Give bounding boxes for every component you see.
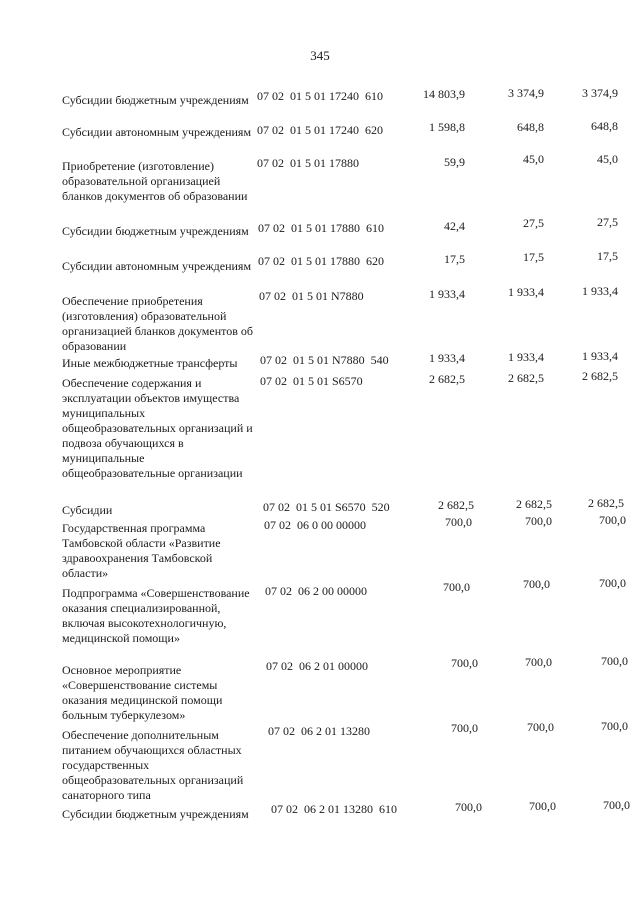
row-name: Иные межбюджетные трансферты [62,356,238,370]
row-value-1: 2 682,5 [429,372,465,386]
row-value-1: 700,0 [451,721,478,735]
row-value-3: 648,8 [591,119,618,133]
row-value-2: 700,0 [525,514,552,528]
page-number: 345 [310,48,330,63]
row-value-2: 700,0 [529,799,556,813]
row-code: 07 02 06 2 01 00000 [266,659,368,673]
row-value-2: 1 933,4 [508,350,544,364]
row-code: 07 02 01 5 01 17880 [257,156,359,170]
row-value-1: 700,0 [451,656,478,670]
row-value-2: 45,0 [523,152,544,166]
row-value-1: 42,4 [444,219,465,233]
row-name: Субсидии автономным учреждениям [62,125,252,139]
row-value-1: 17,5 [444,252,465,266]
row-name: Обеспечение дополнительным питанием обучающихся областных государственных общеобразовательных организаций санаторного типа [62,728,244,802]
row-value-2: 17,5 [523,250,544,264]
row-name: Обеспечение приобретения (изготовления) образовательной организацией бланков документов об образовании [62,294,253,353]
row-code: 07 02 01 5 01 17240 620 [257,123,383,137]
row-name: Субсидии бюджетным учреждениям [62,93,249,107]
row-value-1: 1 933,4 [429,351,465,365]
row-value-2: 3 374,9 [508,86,544,100]
row-value-3: 3 374,9 [582,86,618,100]
row-name: Субсидии автономным учреждениям [62,259,252,273]
row-code: 07 02 06 2 01 13280 [268,724,370,738]
row-code: 07 02 06 0 00 00000 [264,518,366,532]
row-value-1: 700,0 [445,515,472,529]
row-code: 07 02 01 5 01 17880 610 [258,221,384,235]
row-value-3: 700,0 [603,798,630,812]
row-value-2: 648,8 [517,120,544,134]
row-code: 07 02 01 5 01 N7880 [259,289,364,303]
row-value-2: 700,0 [525,655,552,669]
row-value-3: 700,0 [601,719,628,733]
row-name: Субсидии [62,503,113,517]
row-value-3: 2 682,5 [582,369,618,383]
row-value-3: 17,5 [597,249,618,263]
row-code: 07 02 01 5 01 S6570 [260,374,363,388]
row-value-3: 45,0 [597,152,618,166]
row-name: Субсидии бюджетным учреждениям [62,224,249,238]
row-name: Государственная программа Тамбовской области «Развитие здравоохранения Тамбовской области» [62,521,221,580]
row-name: Подпрограмма «Совершенствование оказания специализированной, включая высокотехнологичную, медицинской помощи» [62,586,250,645]
row-value-3: 700,0 [599,513,626,527]
row-value-1: 700,0 [443,580,470,594]
row-value-1: 1 598,8 [429,120,465,134]
row-value-3: 2 682,5 [588,496,624,510]
row-name: Обеспечение содержания и эксплуатации объектов имущества муниципальных общеобразовательных организаций и подвоза обучающихся в муниципальные общеобразовательные организации [62,376,253,480]
row-value-2: 2 682,5 [516,497,552,511]
row-value-1: 59,9 [444,155,465,169]
row-code: 07 02 06 2 00 00000 [265,584,367,598]
row-code: 07 02 01 5 01 N7880 540 [260,353,389,367]
row-name: Субсидии бюджетным учреждениям [62,807,249,821]
row-value-2: 1 933,4 [508,285,544,299]
row-code: 07 02 01 5 01 17880 620 [258,254,384,268]
row-code: 07 02 01 5 01 17240 610 [257,89,383,103]
row-name: Основное мероприятие «Совершенствование системы оказания медицинской помощи больным туберкулезом» [62,663,223,722]
row-value-1: 14 803,9 [423,87,465,101]
row-code: 07 02 06 2 01 13280 610 [271,802,397,816]
row-code: 07 02 01 5 01 S6570 520 [263,500,390,514]
row-value-1: 2 682,5 [438,498,474,512]
row-value-3: 700,0 [601,654,628,668]
row-value-1: 700,0 [455,800,482,814]
row-value-3: 1 933,4 [582,349,618,363]
row-value-3: 27,5 [597,215,618,229]
row-value-2: 700,0 [527,720,554,734]
row-value-2: 700,0 [523,577,550,591]
row-value-2: 2 682,5 [508,371,544,385]
row-value-3: 1 933,4 [582,284,618,298]
row-value-3: 700,0 [599,576,626,590]
row-value-2: 27,5 [523,216,544,230]
row-value-1: 1 933,4 [429,287,465,301]
row-name: Приобретение (изготовление) образовательной организацией бланков документов об образовании [62,159,248,203]
